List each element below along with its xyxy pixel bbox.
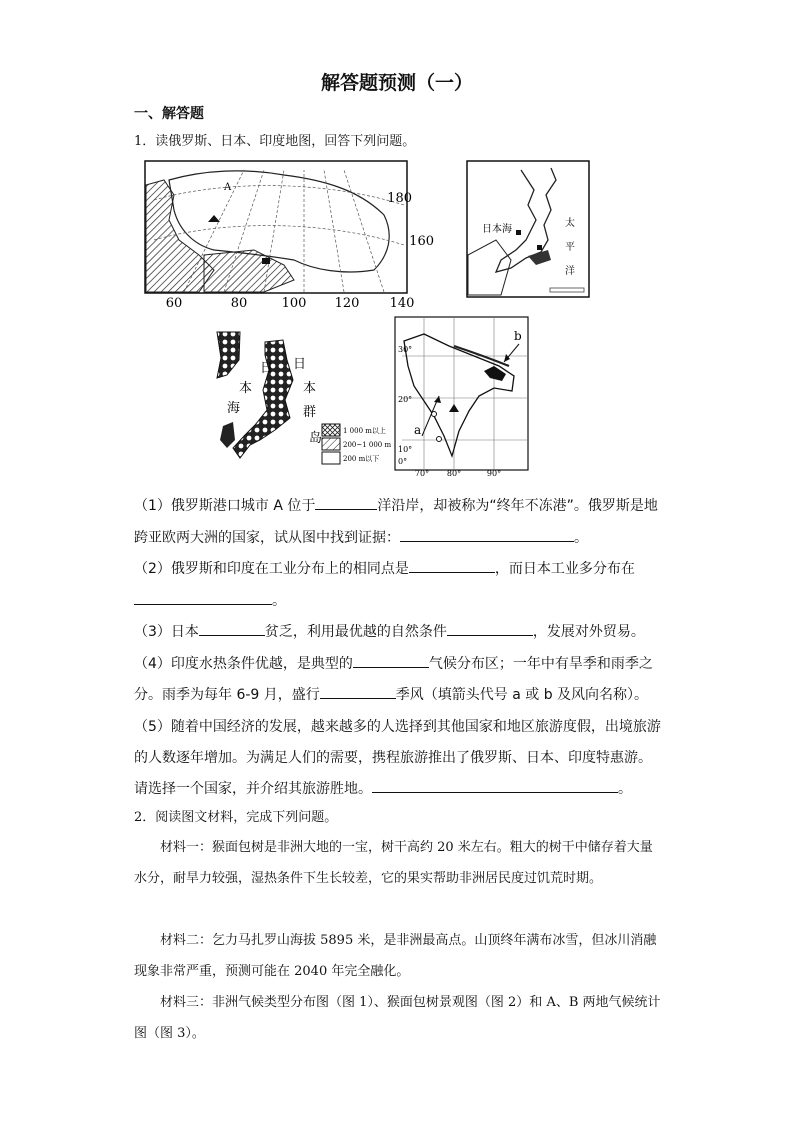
- japan-island-char: 群: [303, 405, 317, 420]
- lat-label: 180: [387, 191, 412, 206]
- lat-label: 0°: [398, 457, 408, 466]
- japan-island-char: 日: [293, 357, 307, 372]
- q1-sub4-line1: （4）印度水热条件优越，是典型的 气候分布区；一年中有旱季和雨季之: [134, 653, 653, 673]
- q1-sub3: （3）日本 贫乏，利用最优越的自然条件 ，发展对外贸易。: [134, 621, 645, 641]
- japan-relief-map: [205, 330, 392, 470]
- arrow-b-label: b: [514, 329, 522, 343]
- lon-label: 140: [389, 296, 415, 311]
- q1-sub1-line1: （1）俄罗斯港口城市 A 位于 洋沿岸，却被称为“终年不冻港”。俄罗斯是地: [134, 495, 658, 515]
- answer-blank[interactable]: [134, 590, 272, 605]
- ocean-label: 洋: [565, 266, 575, 277]
- japan-island-char: 本: [303, 381, 317, 396]
- lat-label: 160: [409, 234, 434, 249]
- lon-label: 90°: [486, 469, 502, 478]
- q1-sub1-line2: 跨亚欧两大洲的国家，试从图中找到证据： 。: [134, 527, 588, 547]
- answer-blank[interactable]: [353, 653, 429, 668]
- lon-label: 80°: [446, 469, 462, 478]
- japan-map: [466, 160, 591, 300]
- japan-island-char: 岛: [309, 431, 323, 446]
- legend-label: 1 000 m以上: [343, 427, 386, 435]
- point-a-label: A: [224, 182, 232, 193]
- lon-label: 70°: [414, 469, 430, 478]
- question-1-prompt: 1．读俄罗斯、日本、印度地图，回答下列问题。: [134, 134, 416, 149]
- page-title: 解答题预测（一）: [320, 72, 473, 94]
- answer-blank[interactable]: [447, 621, 533, 636]
- russia-map: [144, 160, 434, 311]
- answer-blank[interactable]: [320, 684, 396, 699]
- q1-sub2-line1: （2）俄罗斯和印度在工业分布上的相同点是 ，而日本工业多分布在: [134, 558, 635, 578]
- material-2: 材料二：乞力马扎罗山海拔 5895 米，是非洲最高点。山顶终年满布冰雪，但冰川消融现象非常严重，预测可能在 2040 年完全融化。: [134, 933, 657, 979]
- ocean-label: 平: [565, 242, 575, 253]
- lon-label: 80: [230, 296, 248, 311]
- answer-blank[interactable]: [409, 558, 495, 573]
- section-heading: 一、解答题: [134, 106, 204, 122]
- q1-sub5-line2: 的人数逐年增加。为满足人们的需要，携程旅游推出了俄罗斯、日本、印度特惠游。: [134, 750, 652, 766]
- lat-label: 30°: [398, 345, 413, 354]
- japan-sea-char: 海: [227, 401, 241, 416]
- answer-blank[interactable]: [199, 621, 265, 636]
- q1-sub5-line1: （5）随着中国经济的发展，越来越多的人选择到其他国家和地区旅游度假，出境旅游: [134, 719, 661, 735]
- legend-label: 200~1 000 m: [343, 441, 392, 449]
- arrow-a-label: a: [414, 423, 422, 437]
- material-1: 材料一：猴面包树是非洲大地的一宝，树干高约 20 米左右。粗大的树干中储存着大量水分，耐旱力较强，湿热条件下生长较差，它的果实帮助非洲居民度过饥荒时期。: [134, 840, 653, 886]
- q1-sub2-line2: 。: [134, 590, 286, 610]
- india-map: [394, 316, 534, 478]
- q1-sub4-line2: 分。雨季为每年 6-9 月，盛行 季风（填箭头代号 a 或 b 及风向名称）。: [134, 684, 648, 704]
- sea-label: 日本海: [482, 224, 512, 235]
- answer-blank[interactable]: [400, 527, 574, 542]
- lat-label: 10°: [398, 445, 413, 454]
- material-3: 材料三：非洲气候类型分布图（图 1）、猴面包树景观图（图 2）和 A、B 两地气候统计图（图 3）。: [134, 995, 661, 1041]
- lat-label: 20°: [398, 395, 413, 404]
- ocean-label: 太: [565, 218, 575, 229]
- answer-blank[interactable]: [372, 778, 618, 793]
- japan-sea-char: 本: [239, 381, 253, 396]
- q1-sub5-line3: 请选择一个国家，并介绍其旅游胜地。 。: [134, 778, 632, 798]
- lon-label: 100: [281, 296, 307, 311]
- question-2-prompt: 2．阅读图文材料，完成下列问题。: [134, 810, 338, 825]
- lon-label: 60: [165, 296, 183, 311]
- lon-label: 120: [334, 296, 360, 311]
- japan-sea-char: 日: [260, 361, 274, 376]
- answer-blank[interactable]: [315, 495, 377, 510]
- legend-label: 200 m以下: [343, 455, 380, 463]
